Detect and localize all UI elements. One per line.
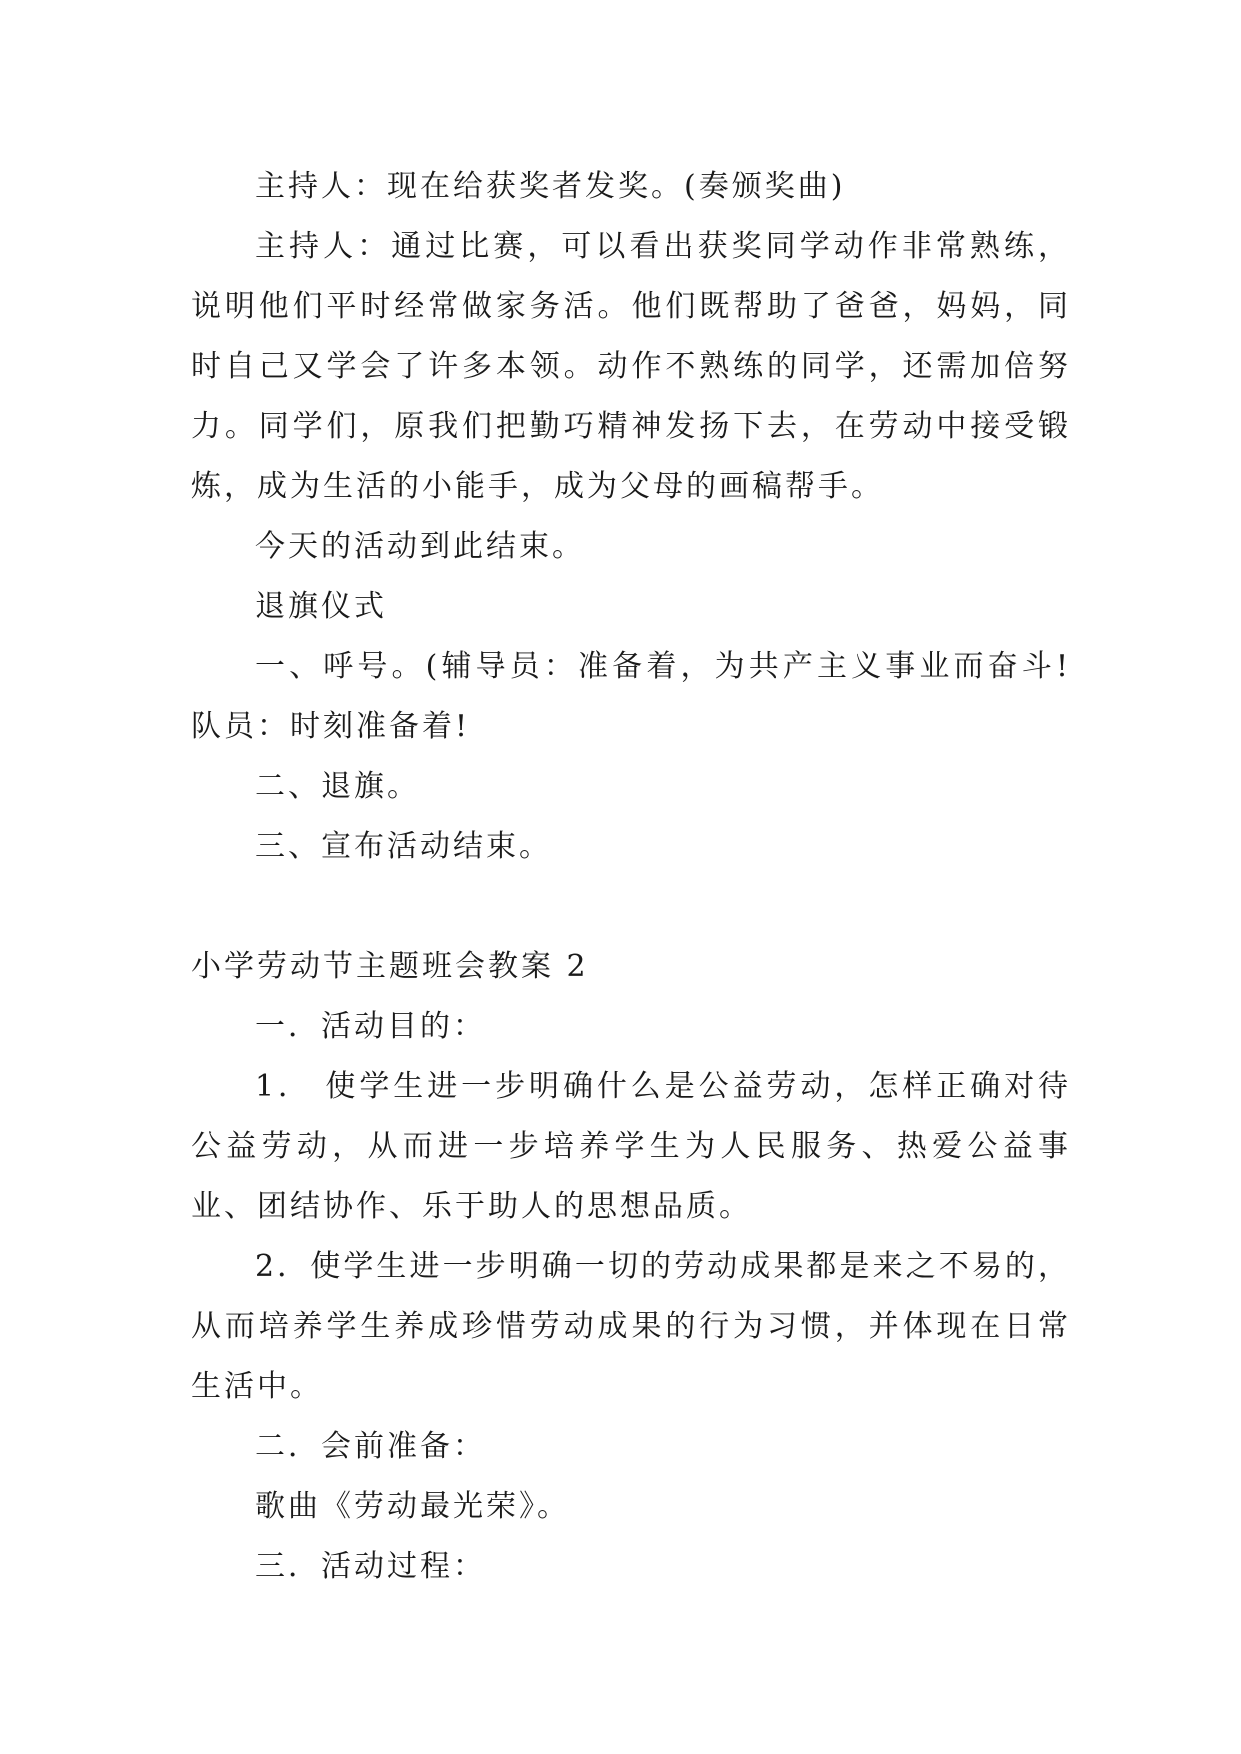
paragraph: 主持人：通过比赛，可以看出获奖同学动作非常熟练，说明他们平时经常做家务活。他们既帮助了爸爸，妈妈，同时自己又学会了许多本领。动作不熟练的同学，还需加倍努力。同学们，原我们把勤巧精神发扬下去，在劳动中接受锻炼，成为生活的小能手，成为父母的画稿帮手。 (191, 229, 1071, 504)
paragraph: 歌曲《劳动最光荣》。 (255, 1489, 570, 1524)
document-body (191, 157, 1071, 1597)
paragraph: 三．活动过程： (255, 1549, 486, 1584)
paragraph: 二．会前准备： (255, 1429, 486, 1464)
paragraph: 三、宣布活动结束。 (255, 829, 552, 864)
paragraph: 一．活动目的： (255, 1009, 486, 1044)
paragraph: 2．使学生进一步明确一切的劳动成果都是来之不易的，从而培养学生养成珍惜劳动成果的行为习惯，并体现在日常生活中。 (191, 1249, 1071, 1404)
paragraph: 一、呼号。(辅导员：准备着，为共产主义事业而奋斗!队员：时刻准备着! (191, 649, 1071, 744)
paragraph: 今天的活动到此结束。 (255, 529, 585, 564)
section-title: 小学劳动节主题班会教案 2 (191, 949, 589, 984)
section-gap (191, 877, 1071, 937)
paragraph: 1． 使学生进一步明确什么是公益劳动，怎样正确对待公益劳动，从而进一步培养学生为人民服务、热爱公益事业、团结协作、乐于助人的思想品质。 (191, 1069, 1071, 1224)
paragraph: 二、退旗。 (255, 769, 420, 804)
paragraph: 主持人：现在给获奖者发奖。(奏颁奖曲) (255, 169, 846, 204)
paragraph: 退旗仪式 (255, 589, 387, 624)
